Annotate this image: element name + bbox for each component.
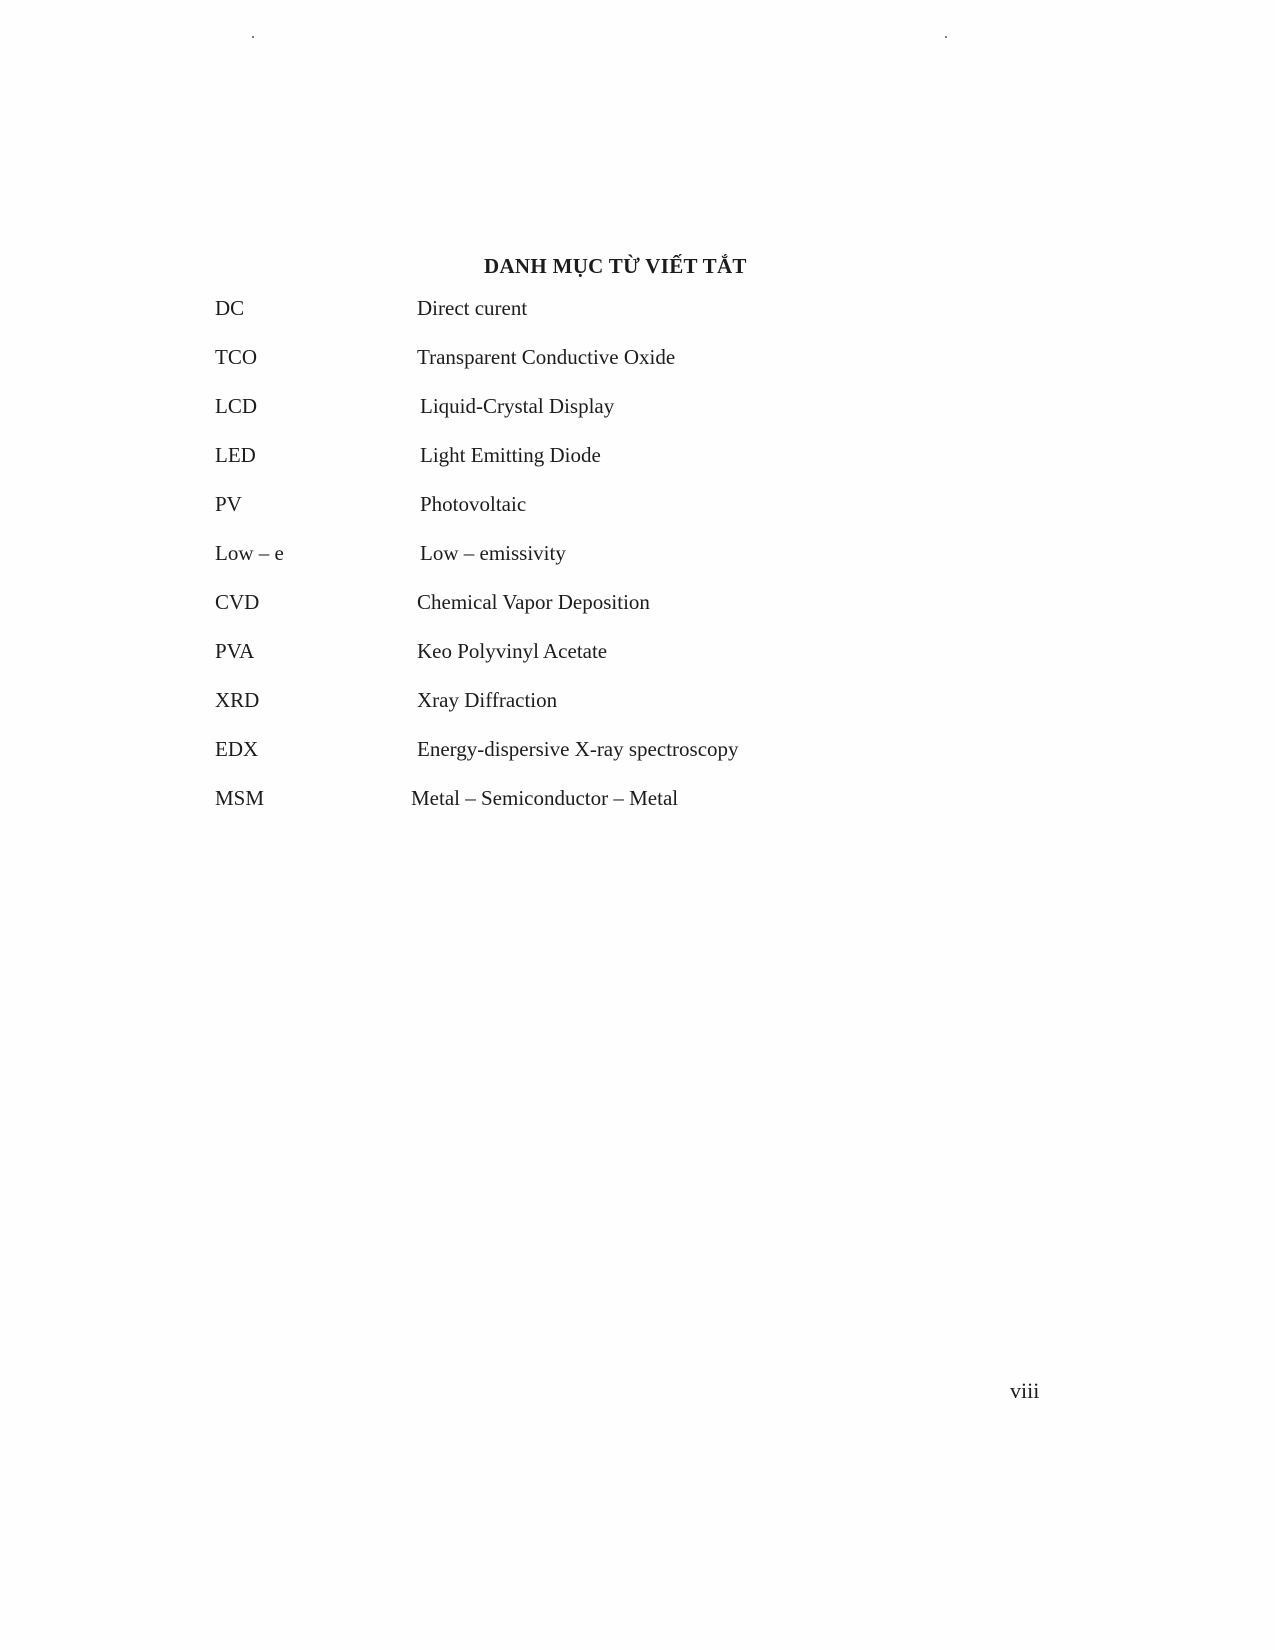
abbreviation-definition: Metal – Semiconductor – Metal: [411, 786, 679, 810]
abbreviation-definition: Keo Polyvinyl Acetate: [417, 639, 608, 663]
page-title: DANH MỤC TỪ VIẾT TẮT: [484, 254, 747, 278]
abbreviation-definition: Photovoltaic: [420, 492, 527, 516]
abbreviation-row: [215, 688, 915, 737]
abbreviation-list: [215, 296, 915, 835]
abbreviation-term: PVA: [215, 639, 255, 663]
abbreviation-term: XRD: [215, 688, 260, 712]
abbreviation-definition: Xray Diffraction: [417, 688, 558, 712]
abbreviation-row: [215, 786, 915, 835]
abbreviation-row: [215, 492, 915, 541]
abbreviation-term: LCD: [215, 394, 257, 418]
abbreviation-definition: Chemical Vapor Deposition: [417, 590, 650, 614]
abbreviation-term: TCO: [215, 345, 257, 369]
abbreviation-row: [215, 737, 915, 786]
abbreviation-definition: Low – emissivity: [420, 541, 566, 565]
abbreviation-definition: Energy-dispersive X-ray spectroscopy: [417, 737, 739, 761]
abbreviation-term: PV: [215, 492, 242, 516]
abbreviation-row: [215, 345, 915, 394]
scan-speck: [252, 36, 254, 38]
abbreviation-definition: Transparent Conductive Oxide: [417, 345, 676, 369]
abbreviation-term: Low – e: [215, 541, 284, 565]
scan-speck: [945, 36, 947, 38]
abbreviation-term: MSM: [215, 786, 265, 810]
abbreviation-term: CVD: [215, 590, 260, 614]
abbreviation-definition: Liquid-Crystal Display: [420, 394, 615, 418]
abbreviation-term: EDX: [215, 737, 259, 761]
abbreviation-row: [215, 394, 915, 443]
abbreviation-row: [215, 590, 915, 639]
page-number: viii: [1010, 1378, 1040, 1403]
abbreviation-row: [215, 296, 915, 345]
abbreviation-row: [215, 639, 915, 688]
abbreviation-term: LED: [215, 443, 256, 467]
abbreviation-row: [215, 443, 915, 492]
abbreviation-row: [215, 541, 915, 590]
abbreviation-term: DC: [215, 296, 245, 320]
abbreviation-definition: Direct curent: [417, 296, 528, 320]
abbreviation-definition: Light Emitting Diode: [420, 443, 601, 467]
